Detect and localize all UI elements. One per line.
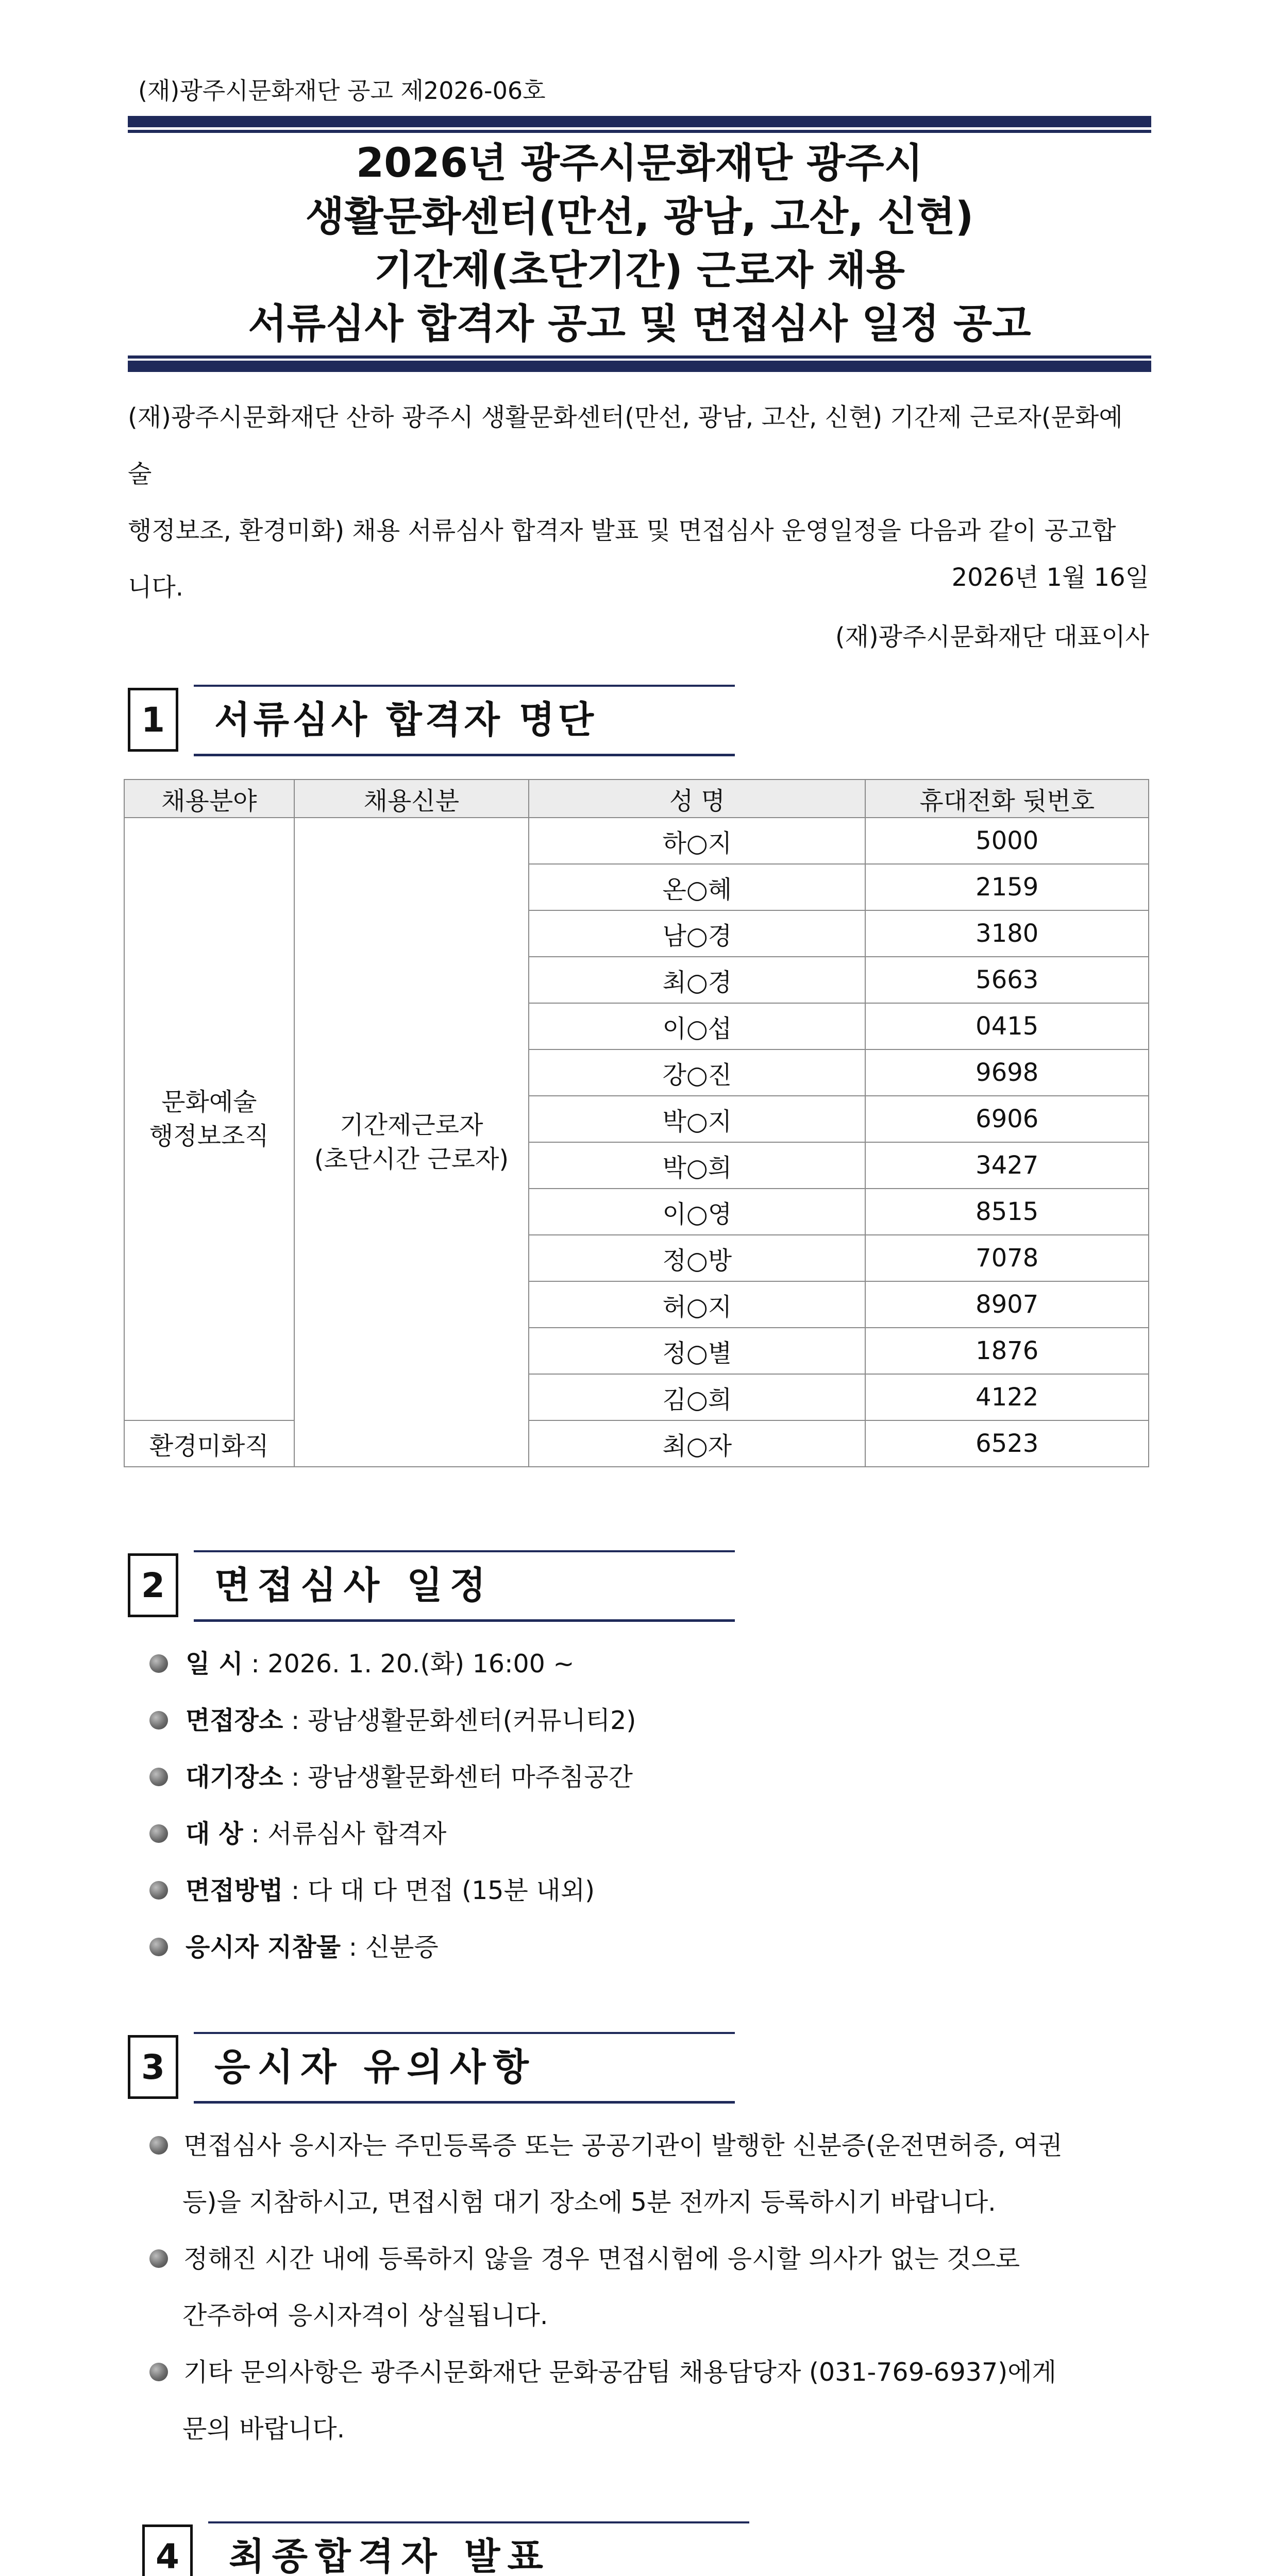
cell-name: 김○희 (529, 1374, 865, 1420)
cell-status: 기간제근로자 (초단시간 근로자) (294, 818, 529, 1467)
section-1-title: 서류심사 합격자 명단 (214, 698, 597, 741)
section-3-underline (194, 2101, 735, 2104)
cell-name: 허○지 (529, 1281, 865, 1328)
list-item (149, 1749, 636, 1806)
title-bottom-thin-rule (128, 355, 1151, 359)
cell-field: 문화예술 행정보조직 (124, 818, 294, 1420)
note-line-2: 문의 바랍니다. (182, 2414, 345, 2444)
item-value: : 광남생활문화센터(커뮤니티2) (283, 1706, 636, 1735)
intro-line-1: (재)광주시문화재단 산하 광주시 생활문화센터(만선, 광남, 고산, 신현) 기간제 근로자(문화예술 (128, 403, 1123, 488)
cell-name: 최○자 (529, 1420, 865, 1467)
table-header-row (124, 779, 1149, 818)
list-item (149, 1862, 636, 1919)
table-row (124, 818, 1149, 864)
section-2-number: 2 (128, 1553, 178, 1617)
item-value: : 다 대 다 면접 (15분 내외) (283, 1876, 595, 1905)
section-4-top-rule (208, 2521, 749, 2523)
intro-line-2: 행정보조, 환경미화) 채용 서류심사 합격자 발표 및 면접심사 운영일정을 다음과 같이 공고합니다. (128, 516, 1116, 602)
bullet-icon (149, 1654, 168, 1673)
note-line-2: 간주하여 응시자격이 상실됩니다. (182, 2301, 548, 2330)
list-item (149, 1919, 636, 1976)
item-label: 대기장소 (186, 1762, 283, 1792)
title-line-3: 기간제(초단기간) 근로자 채용 (374, 247, 905, 294)
cell-name: 온○혜 (529, 864, 865, 910)
cell-name: 이○섭 (529, 1003, 865, 1049)
bullet-icon (149, 1938, 168, 1956)
section-1-number: 1 (128, 688, 178, 752)
bullet-icon (149, 1824, 168, 1843)
bullet-icon (149, 2249, 168, 2268)
section-2-underline (194, 1619, 735, 1622)
title-line-2: 생활문화센터(만선, 광남, 고산, 신현) (305, 194, 974, 240)
cell-phone: 3427 (865, 1142, 1149, 1189)
note-item (149, 2117, 1159, 2231)
cell-phone: 1876 (865, 1328, 1149, 1374)
section-1-underline (194, 754, 735, 756)
section-4-title: 최종합격자 발표 (229, 2535, 550, 2576)
cell-name: 박○지 (529, 1096, 865, 1142)
notice-number: (재)광주시문화재단 공고 제2026-06호 (138, 77, 546, 105)
cell-name: 이○영 (529, 1189, 865, 1235)
bullet-icon (149, 2136, 168, 2155)
cell-name: 하○지 (529, 818, 865, 864)
cell-phone: 5663 (865, 957, 1149, 1003)
title-line-4: 서류심사 합격자 공고 및 면접심사 일정 공고 (248, 301, 1031, 347)
bullet-icon (149, 1711, 168, 1730)
col-header-phone: 휴대전화 뒷번호 (865, 779, 1149, 818)
issuer: (재)광주시문화재단 대표이사 (835, 622, 1149, 651)
cell-field: 환경미화직 (124, 1420, 294, 1467)
item-label: 일 시 (186, 1649, 243, 1679)
section-1-top-rule (194, 685, 735, 687)
col-header-status: 채용신분 (294, 779, 529, 818)
title-line-1: 2026년 광주시문화재단 광주시 (356, 140, 923, 187)
item-value: : 2026. 1. 20.(화) 16:00 ~ (243, 1649, 575, 1679)
item-value: : 서류심사 합격자 (243, 1819, 447, 1849)
cell-phone: 5000 (865, 818, 1149, 864)
cell-phone: 2159 (865, 864, 1149, 910)
table-body (124, 818, 1149, 1467)
note-line-1: 면접심사 응시자는 주민등록증 또는 공공기관이 발행한 신분증(운전면허증, 여권 (183, 2131, 1063, 2160)
item-value: : 광남생활문화센터 마주침공간 (283, 1762, 633, 1792)
item-label: 면접방법 (186, 1876, 283, 1905)
document-title (128, 137, 1151, 351)
applicant-table (124, 779, 1149, 1467)
title-bottom-rule (128, 361, 1151, 372)
table-row (124, 1420, 1149, 1467)
cell-name: 남○경 (529, 910, 865, 957)
cell-name: 정○방 (529, 1235, 865, 1281)
section-3-number: 3 (128, 2035, 178, 2099)
section-2-top-rule (194, 1550, 735, 1552)
note-line-1: 정해진 시간 내에 등록하지 않을 경우 면접시험에 응시할 의사가 없는 것으로 (183, 2244, 1020, 2274)
title-top-thin-rule (128, 130, 1151, 133)
cell-phone: 8907 (865, 1281, 1149, 1328)
list-item (149, 1692, 636, 1749)
cell-phone: 6906 (865, 1096, 1149, 1142)
cell-name: 강○진 (529, 1049, 865, 1096)
cell-phone: 7078 (865, 1235, 1149, 1281)
cell-name: 정○별 (529, 1328, 865, 1374)
cell-name: 박○희 (529, 1142, 865, 1189)
item-value: : 신분증 (341, 1933, 439, 1962)
cell-phone: 6523 (865, 1420, 1149, 1467)
section-3-title: 응시자 유의사항 (214, 2045, 536, 2089)
section-2-title: 면접심사 일정 (214, 1564, 493, 1607)
item-label: 대 상 (186, 1819, 243, 1849)
section-4-number: 4 (142, 2524, 193, 2576)
col-header-field: 채용분야 (124, 779, 294, 818)
title-top-rule (128, 116, 1151, 127)
list-item (149, 1636, 636, 1692)
notice-date: 2026년 1월 16일 (951, 563, 1149, 592)
list-item (149, 1806, 636, 1862)
note-line-2: 등)을 지참하시고, 면접시험 대기 장소에 5분 전까지 등록하시기 바랍니다. (182, 2188, 996, 2217)
item-label: 응시자 지참물 (186, 1933, 341, 1962)
cell-phone: 4122 (865, 1374, 1149, 1420)
item-label: 면접장소 (186, 1706, 283, 1735)
section-3-top-rule (194, 2032, 735, 2034)
cell-phone: 8515 (865, 1189, 1149, 1235)
interview-schedule-list (149, 1636, 636, 1976)
bullet-icon (149, 1881, 168, 1900)
cell-phone: 3180 (865, 910, 1149, 957)
bullet-icon (149, 1768, 168, 1786)
note-item (149, 2231, 1159, 2344)
cell-phone: 0415 (865, 1003, 1149, 1049)
note-line-1: 기타 문의사항은 광주시문화재단 문화공감팀 채용담당자 (031-769-6937)에게 (183, 2358, 1056, 2387)
note-item (149, 2344, 1159, 2458)
bullet-icon (149, 2363, 168, 2381)
cell-phone: 9698 (865, 1049, 1149, 1096)
col-header-name: 성 명 (529, 779, 865, 818)
applicant-notes (149, 2117, 1159, 2458)
cell-name: 최○경 (529, 957, 865, 1003)
